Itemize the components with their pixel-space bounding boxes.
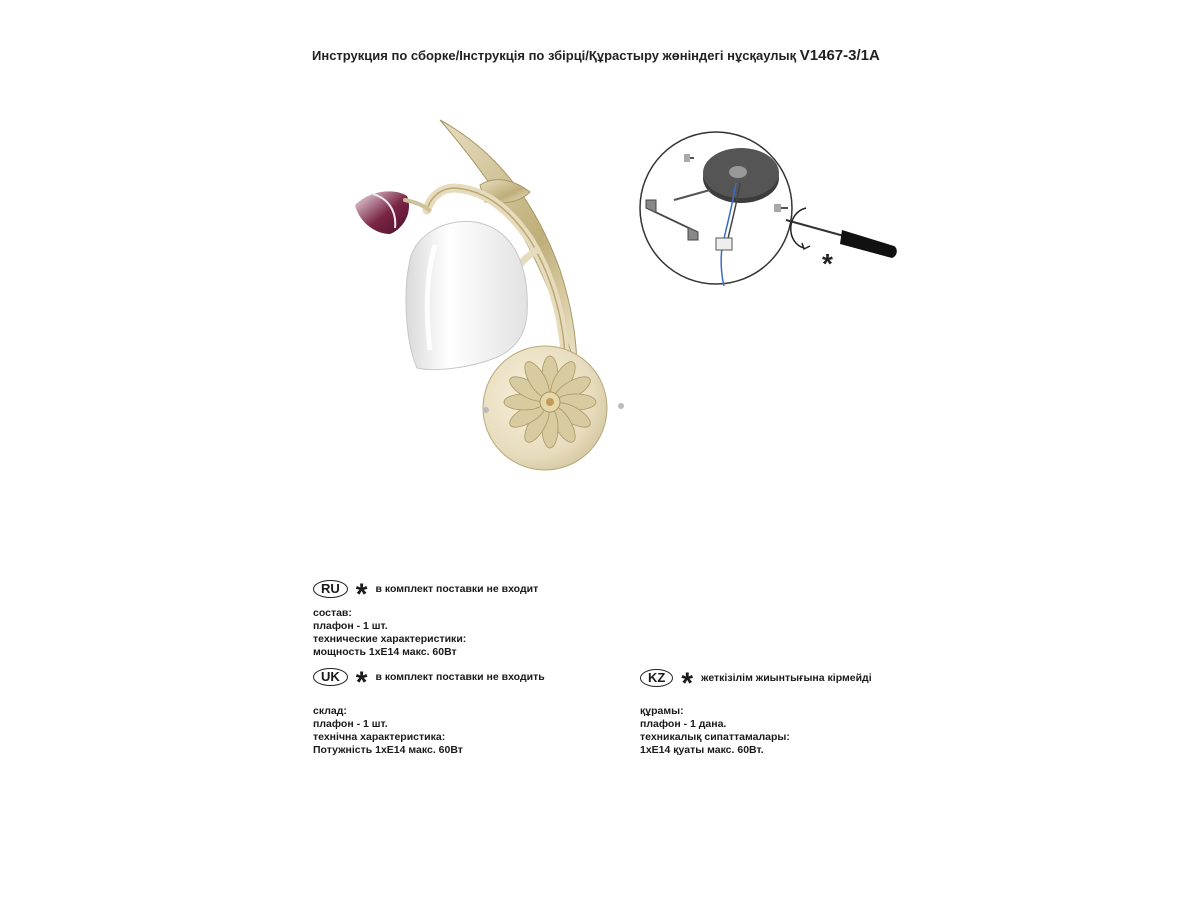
uk-note: в комплект поставки не входить [375,671,545,683]
ru-line: мощность 1хЕ14 макс. 60Вт [313,646,457,658]
uk-spec-block [313,705,463,757]
kz-line: құрамы: [640,705,684,717]
ru-line: состав: [313,607,352,619]
uk-note-row [313,666,545,699]
kz-line: техникалық сипаттамалары: [640,731,790,743]
rotate-arrow-icon [791,208,806,248]
mounting-diagram [636,128,898,288]
kz-line: плафон - 1 дана. [640,718,727,730]
ru-line: технические характеристики: [313,633,467,645]
uk-line: Потужність 1хЕ14 макс. 60Вт [313,744,463,756]
asterisk-icon: * [355,578,368,611]
asterisk-icon: * [355,666,368,699]
kz-note-row [640,667,872,700]
kz-badge: KZ [640,669,673,687]
tulip-flower [355,191,429,234]
uk-badge: UK [313,668,348,686]
ru-spec-block [313,607,466,659]
uk-line: склад: [313,705,347,717]
page-title [312,47,912,64]
ru-note-row [313,578,539,611]
screwdriver-icon [786,220,897,258]
asterisk-icon: * [681,667,694,700]
ru-badge: RU [313,580,348,598]
diagram-asterisk: * [822,248,833,279]
wall-lamp-image [345,110,635,490]
kz-note: жеткізілім жиынтығына кірмейді [701,672,872,684]
ru-line: плафон - 1 шт. [313,620,388,632]
terminal-block-icon [716,238,732,250]
uk-line: плафон - 1 шт. [313,718,388,730]
kz-line: 1хЕ14 қуаты макс. 60Вт. [640,744,764,756]
glass-shade [406,221,527,369]
title-text: Инструкция по сборке/Інструкція по збірці/Құрастыру жөніндегі нұсқаулық [312,48,797,63]
ru-note: в комплект поставки не входит [375,583,539,595]
kz-spec-block [640,705,790,757]
uk-line: технічна характеристика: [313,731,446,743]
model-number: V1467-3/1A [799,47,880,64]
